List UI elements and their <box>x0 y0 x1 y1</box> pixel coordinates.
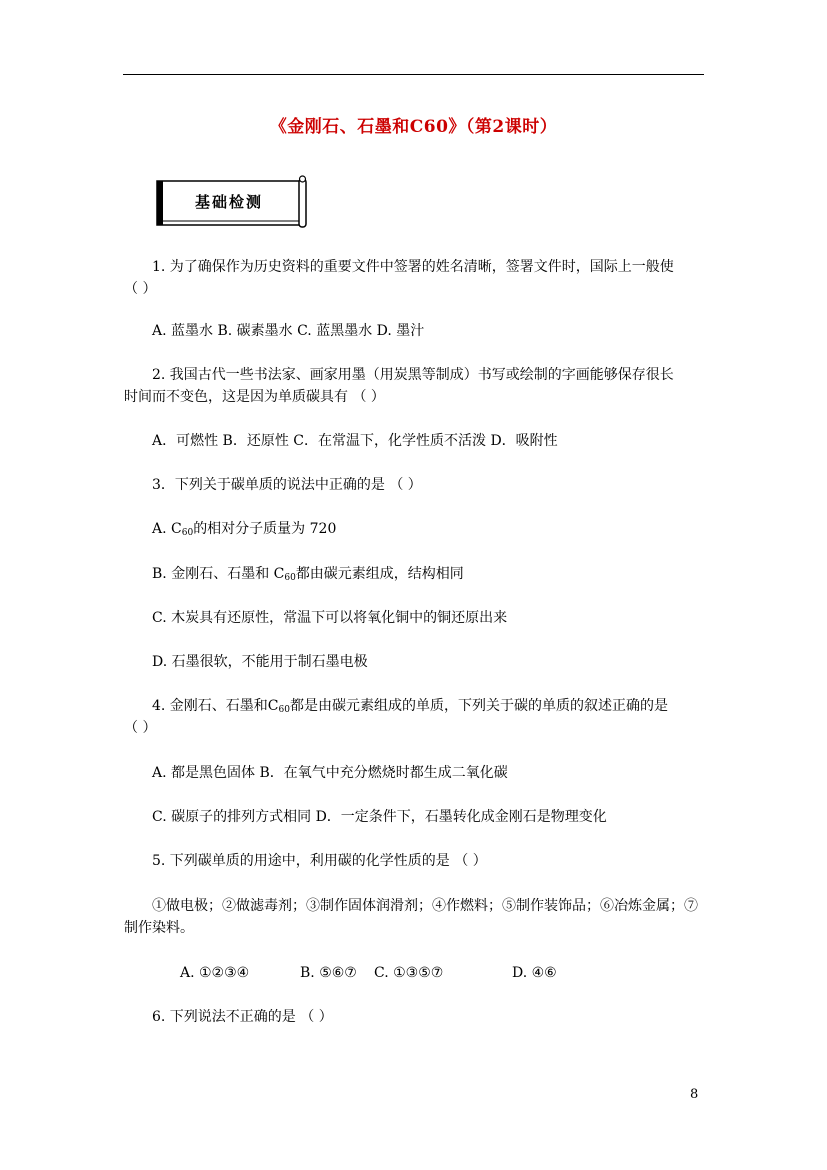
q2-line1: 2. 我国古代一些书法家、画家用墨（用炭黑等制成）书写或绘制的字画能够保存很长 <box>152 367 674 383</box>
q5-option-b: B. ⑤⑥⑦ <box>300 965 357 981</box>
q3-stem: 3．下列关于碳单质的说法中正确的是 （ ） <box>152 477 422 493</box>
q3-a-pre: A. C <box>152 521 182 537</box>
q3-b-sub: 60 <box>284 573 296 583</box>
q5-stem: 5. 下列碳单质的用途中，利用碳的化学性质的是 （ ） <box>152 853 487 869</box>
q4-line1-sub: 60 <box>278 705 290 715</box>
q4-options-ab: A. 都是黑色固体 B．在氧气中充分燃烧时都生成二氧化碳 <box>152 765 508 781</box>
q5-option-c: C. ①③⑤⑦ <box>374 965 444 981</box>
q5-uses-line2: 制作染料。 <box>124 920 194 936</box>
q4-line1-pre: 4. 金刚石、石墨和C <box>152 698 279 714</box>
q1-options: A. 蓝墨水 B. 碳素墨水 C. 蓝黑墨水 D. 墨汁 <box>152 323 425 339</box>
q2-options: A．可燃性 B．还原性 C．在常温下，化学性质不活泼 D．吸附性 <box>152 433 558 449</box>
q4-line2: （ ） <box>124 720 157 736</box>
section-label: 基础检测 <box>194 193 263 211</box>
q5-option-a: A. ①②③④ <box>180 965 250 981</box>
header-rule <box>123 74 704 75</box>
q3-b-post: 都由碳元素组成，结构相同 <box>295 566 464 582</box>
q6-stem: 6. 下列说法不正确的是 （ ） <box>152 1009 333 1025</box>
q2-line2: 时间而不变色，这是因为单质碳具有 （ ） <box>124 389 385 405</box>
q4-line1-post: 都是由碳元素组成的单质，下列关于碳的单质的叙述正确的是 <box>289 698 668 714</box>
q3-option-a <box>124 518 708 544</box>
q5-option-d: D. ④⑥ <box>512 965 557 981</box>
q3-option-c: C. 木炭具有还原性，常温下可以将氧化铜中的铜还原出来 <box>152 610 508 626</box>
q5-options <box>124 962 708 984</box>
page-title: 《金刚石、石墨和C60》（第2课时） <box>269 117 558 137</box>
q1-line2: （ ） <box>124 281 157 297</box>
q3-option-d: D. 石墨很软，不能用于制石墨电极 <box>152 654 368 670</box>
page-number: 8 <box>690 1087 699 1102</box>
q4-options-cd: C. 碳原子的排列方式相同 D．一定条件下，石墨转化成金刚石是物理变化 <box>152 809 607 825</box>
q5-uses-line1: ①做电极；②做滤毒剂；③制作固体润滑剂；④作燃料；⑤制作装饰品；⑥冶炼金属；⑦ <box>152 898 698 914</box>
q3-option-b <box>124 563 708 589</box>
q3-a-sub: 60 <box>181 528 194 538</box>
q3-b-pre: B. 金刚石、石墨和 C <box>152 566 285 582</box>
q1-line1: 1. 为了确保作为历史资料的重要文件中签署的姓名清晰，签署文件时，国际上一般使 <box>152 259 674 275</box>
q3-a-post: 的相对分子质量为 720 <box>193 521 337 537</box>
section-banner <box>154 175 310 231</box>
